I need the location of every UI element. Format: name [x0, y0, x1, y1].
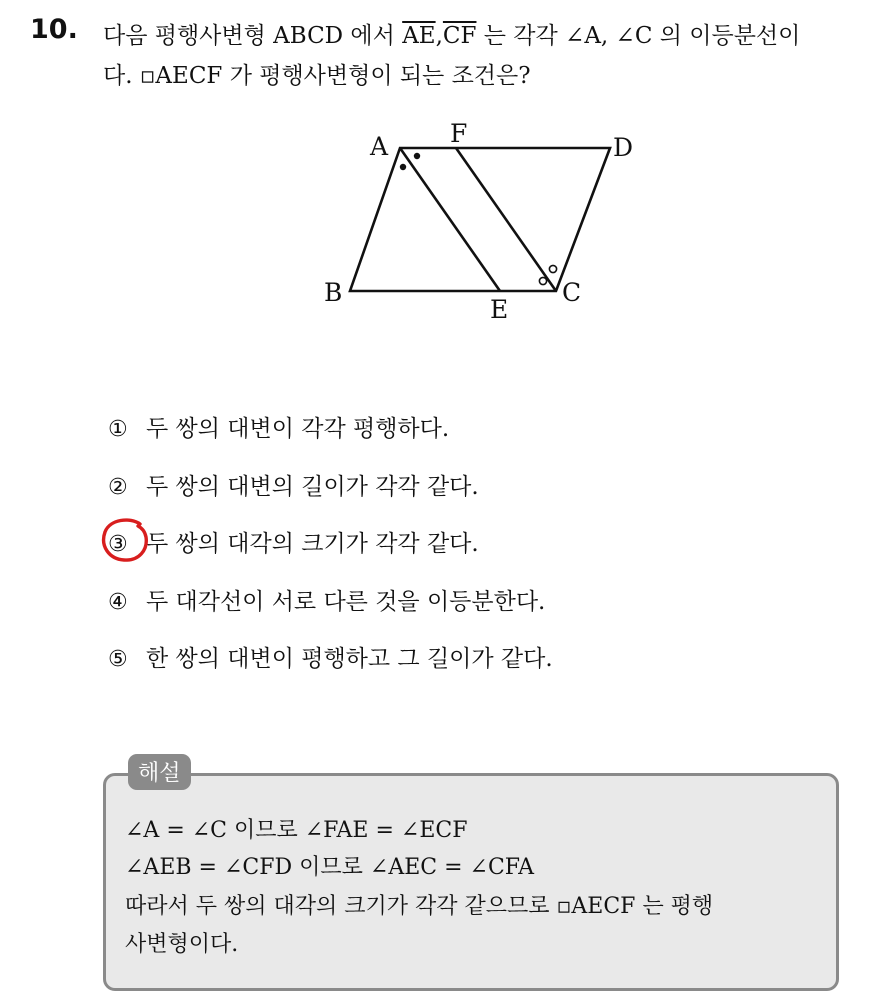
parallelogram-abcd: [350, 148, 610, 291]
question-text-part: 다음 평행사변형 ABCD 에서: [103, 23, 403, 49]
comma: ,: [435, 23, 443, 49]
answer-circle-mark: [100, 517, 152, 565]
choice-list: [108, 410, 553, 698]
choice-text: 두 쌍의 대각의 크기가 각각 같다.: [146, 531, 479, 557]
angle-circle-mark: [539, 277, 546, 284]
vertex-label-f: F: [450, 119, 468, 148]
angle-circle-mark: [549, 265, 556, 272]
choice-number: ③: [108, 532, 128, 557]
solution-line-3: 따라서 두 쌍의 대각의 크기가 각각 같으므로 ▫AECF 는 평행: [125, 894, 714, 919]
segment-ae: $\overline{AE}$: [402, 23, 436, 49]
vertex-label-e: E: [490, 295, 509, 324]
choice-text: 두 대각선이 서로 다른 것을 이등분한다.: [146, 588, 546, 615]
choice-5[interactable]: [108, 640, 553, 698]
segment-cf: $\overline{CF}$: [442, 23, 477, 49]
parallelogram-figure: [318, 118, 648, 328]
choice-2[interactable]: [108, 468, 553, 526]
choice-1[interactable]: [108, 410, 553, 468]
segment-cf-line: [456, 148, 556, 291]
vertex-label-d: D: [613, 133, 634, 162]
vertex-label-b: B: [324, 278, 343, 307]
vertex-label-c: C: [562, 278, 582, 307]
choice-4[interactable]: [108, 583, 553, 641]
choice-3[interactable]: [108, 525, 553, 583]
solution-tag: 해설: [128, 754, 191, 790]
choice-text: 한 쌍의 대변이 평행하고 그 길이가 같다.: [146, 646, 553, 672]
choice-number: ②: [108, 474, 128, 500]
choice-number: ④: [108, 589, 128, 615]
solution-box: [103, 773, 839, 991]
question-text-line-1: [103, 17, 800, 50]
solution-line-4: 사변형이다.: [125, 932, 239, 957]
angle-dot-mark: [414, 153, 420, 159]
question-text-line-2: 다. ▫AECF 가 평행사변형이 되는 조건은?: [103, 63, 531, 89]
segment-ae-line: [400, 148, 500, 291]
choice-text: 두 쌍의 대변의 길이가 각각 같다.: [146, 473, 479, 500]
solution-line-1: ∠A = ∠C 이므로 ∠FAE = ∠ECF: [125, 818, 468, 843]
choice-text: 두 쌍의 대변이 각각 평행하다.: [146, 416, 450, 442]
solution-line-2: ∠AEB = ∠CFD 이므로 ∠AEC = ∠CFA: [125, 855, 535, 880]
question-number: 10.: [30, 14, 78, 45]
choice-number: ①: [108, 417, 128, 442]
vertex-label-a: A: [370, 132, 389, 161]
choice-number: ⑤: [108, 647, 128, 672]
question-text-part: 는 각각 ∠A, ∠C 의 이등분선이: [476, 23, 801, 49]
angle-dot-mark: [400, 164, 406, 170]
